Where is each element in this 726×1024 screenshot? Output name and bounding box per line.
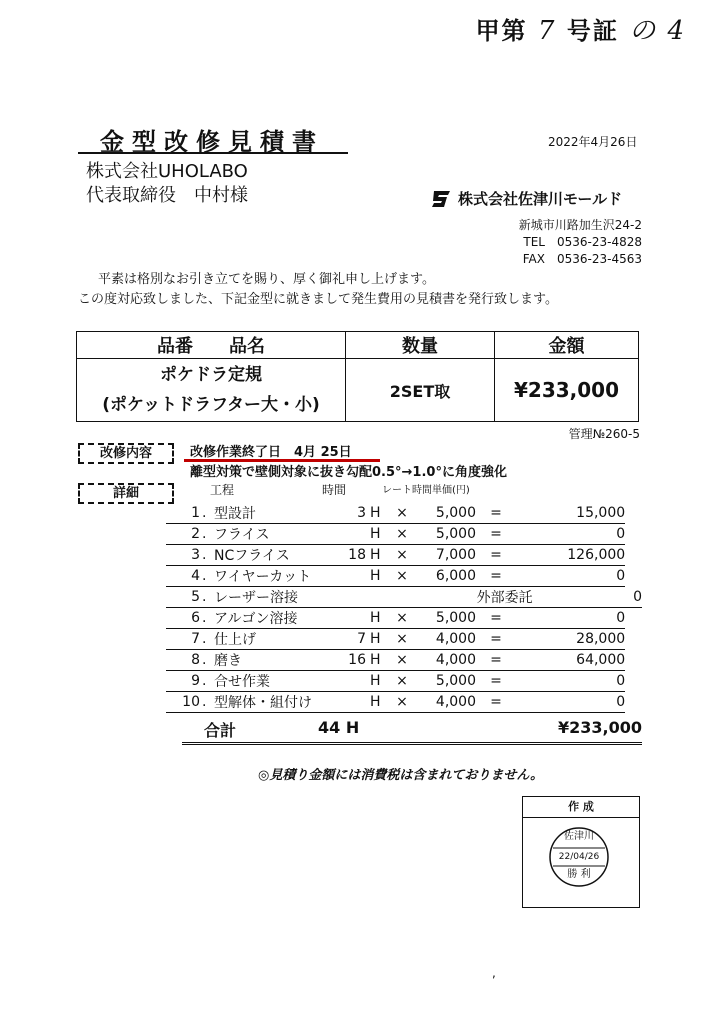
item-amount: 0 (516, 608, 625, 629)
item-unit: H (370, 503, 384, 524)
item-eq: = (476, 545, 516, 566)
client-person: 代表取締役 中村様 (86, 185, 248, 206)
item-rate: 外部委託 (384, 587, 625, 608)
approval-seal (548, 826, 610, 888)
item-hours: 16 (326, 650, 370, 671)
item-unit: H (370, 608, 384, 629)
item-mult: × (384, 503, 420, 524)
item-amount: 0 (516, 566, 625, 587)
item-amount: 0 (516, 524, 625, 545)
item-unit: H (370, 545, 384, 566)
product-name-cell (77, 359, 346, 422)
vendor-tel: TEL 0536-23-4828 (523, 235, 642, 249)
item-mult: × (384, 671, 420, 692)
item-row (166, 671, 642, 692)
item-unit: H (370, 524, 384, 545)
item-name: レーザー溶接 (214, 587, 326, 608)
item-hours: 3 (326, 503, 370, 524)
item-dot: . (202, 608, 214, 629)
item-hours (326, 608, 370, 629)
greeting (78, 270, 558, 310)
item-eq: = (476, 650, 516, 671)
seal-name: 勝 利 (567, 869, 591, 880)
item-no: 8 (166, 650, 202, 671)
item-no: 6 (166, 608, 202, 629)
item-dot: . (202, 503, 214, 524)
item-no: 2 (166, 524, 202, 545)
item-amount: 0 (516, 692, 625, 713)
item-rate: 5,000 (420, 671, 476, 692)
item-hours: 18 (326, 545, 370, 566)
item-no: 9 (166, 671, 202, 692)
item-row (166, 524, 642, 545)
approval-header: 作 成 (523, 797, 639, 818)
item-name: アルゴン溶接 (214, 608, 326, 629)
item-column-headers (210, 481, 610, 499)
header-qty: 数量 (346, 332, 495, 359)
item-row (166, 566, 642, 587)
item-eq: = (476, 671, 516, 692)
col-time: 時間 (322, 483, 347, 497)
repair-content-tag: 改修内容 (78, 443, 174, 464)
total-hours: 44 H (318, 718, 360, 737)
item-unit: H (370, 671, 384, 692)
item-unit: H (370, 692, 384, 713)
item-rate: 7,000 (420, 545, 476, 566)
document-date: 2022年4月26日 (548, 135, 638, 149)
item-rate: 5,000 (420, 503, 476, 524)
item-mult: × (384, 650, 420, 671)
item-name: NCフライス (214, 545, 326, 566)
item-row (166, 692, 642, 713)
item-name: 型解体・組付け (214, 692, 326, 713)
item-hours (326, 692, 370, 713)
item-dot: . (202, 587, 214, 608)
vendor-fax: FAX 0536-23-4563 (522, 252, 642, 266)
item-name: 磨き (214, 650, 326, 671)
stray-mark: , (492, 966, 496, 980)
exhibit-number (476, 10, 686, 47)
item-eq: = (476, 566, 516, 587)
item-unit: H (370, 566, 384, 587)
vendor-address: 新城市川路加生沢24-2 (518, 218, 642, 232)
summary-table (76, 331, 639, 422)
item-unit: H (370, 629, 384, 650)
item-rate: 4,000 (420, 629, 476, 650)
item-rate: 6,000 (420, 566, 476, 587)
item-hours (326, 671, 370, 692)
repair-description: 離型対策で壁側対象に抜き勾配0.5°→1.0°に角度強化 (190, 465, 507, 480)
vendor-logo-icon (430, 188, 452, 210)
item-no: 3 (166, 545, 202, 566)
item-rate: 5,000 (420, 524, 476, 545)
item-hours: 7 (326, 629, 370, 650)
item-row (166, 503, 642, 524)
exhibit-handwritten-note: の 4 (629, 16, 686, 46)
client-company: 株式会社UHOLABO (86, 161, 248, 182)
item-eq: = (476, 629, 516, 650)
greeting-line-1: 平素は格別なお引き立てを賜り、厚く御礼申し上げます。 (98, 272, 435, 287)
item-row (166, 608, 642, 629)
item-no: 5 (166, 587, 202, 608)
exhibit-suffix: 号証 (566, 16, 619, 45)
item-dot: . (202, 524, 214, 545)
header-amount: 金額 (495, 332, 639, 359)
amount-cell: ¥233,000 (495, 359, 639, 422)
management-number: 管理№260-5 (568, 427, 640, 441)
detail-tag: 詳細 (78, 483, 174, 504)
col-rate: レート時間単価(円) (382, 485, 470, 496)
item-rate: 4,000 (420, 692, 476, 713)
item-amount: 0 (516, 671, 625, 692)
item-mult: × (384, 629, 420, 650)
item-dot: . (202, 650, 214, 671)
item-eq: = (476, 692, 516, 713)
item-unit (370, 587, 384, 608)
vendor-name: 株式会社佐津川モールド (458, 190, 623, 208)
tax-note: ◎見積り金額には消費税は含まれておりません。 (258, 768, 544, 783)
total-row (182, 716, 642, 745)
item-hours (326, 566, 370, 587)
exhibit-label: 甲第 (475, 16, 528, 45)
document-title: 金型改修見積書 (100, 128, 324, 156)
item-rate: 4,000 (420, 650, 476, 671)
item-hours (326, 524, 370, 545)
item-rate: 5,000 (420, 608, 476, 629)
item-mult: × (384, 545, 420, 566)
exhibit-number-value: 7 (537, 16, 557, 46)
seal-top: 佐津川 (564, 831, 594, 842)
item-amount: 64,000 (516, 650, 625, 671)
item-dot: . (202, 545, 214, 566)
client-block (86, 160, 248, 208)
item-no: 4 (166, 566, 202, 587)
title-underline (78, 152, 348, 154)
item-hours (326, 587, 370, 608)
work-items-body (166, 503, 642, 713)
product-name: ポケドラ定規 (160, 365, 262, 385)
item-dot: . (202, 566, 214, 587)
item-amount: 126,000 (516, 545, 625, 566)
item-dot: . (202, 629, 214, 650)
item-eq: = (476, 524, 516, 545)
item-no: 1 (166, 503, 202, 524)
item-eq: = (476, 608, 516, 629)
repair-end-date: 改修作業終了日 4月 25日 (190, 445, 352, 460)
item-row (166, 587, 642, 608)
item-mult: × (384, 566, 420, 587)
item-dot: . (202, 671, 214, 692)
item-amount: 0 (625, 587, 642, 608)
seal-date: 22/04/26 (558, 852, 600, 862)
item-mult: × (384, 608, 420, 629)
quantity-cell: 2SET取 (346, 359, 495, 422)
vendor-address-block (519, 217, 642, 268)
product-name-detail: (ポケットドラフター大・小) (102, 395, 320, 415)
item-name: ワイヤーカット (214, 566, 326, 587)
item-mult: × (384, 524, 420, 545)
item-row (166, 629, 642, 650)
header-part-name: 品番 品名 (77, 332, 346, 359)
item-row (166, 545, 642, 566)
work-items-table (166, 503, 642, 713)
item-name: 合せ作業 (214, 671, 326, 692)
item-row (166, 650, 642, 671)
item-mult: × (384, 692, 420, 713)
greeting-line-2: この度対応致しました、下記金型に就きまして発生費用の見積書を発行致します。 (78, 292, 558, 307)
item-amount: 28,000 (516, 629, 625, 650)
item-name: フライス (214, 524, 326, 545)
item-unit: H (370, 650, 384, 671)
item-no: 7 (166, 629, 202, 650)
item-no: 10 (166, 692, 202, 713)
col-process: 工程 (210, 483, 235, 497)
item-dot: . (202, 692, 214, 713)
total-amount: ¥233,000 (557, 718, 642, 737)
item-eq: = (476, 503, 516, 524)
item-name: 型設計 (214, 503, 326, 524)
item-amount: 15,000 (516, 503, 625, 524)
total-label: 合計 (204, 721, 237, 740)
item-name: 仕上げ (214, 629, 326, 650)
